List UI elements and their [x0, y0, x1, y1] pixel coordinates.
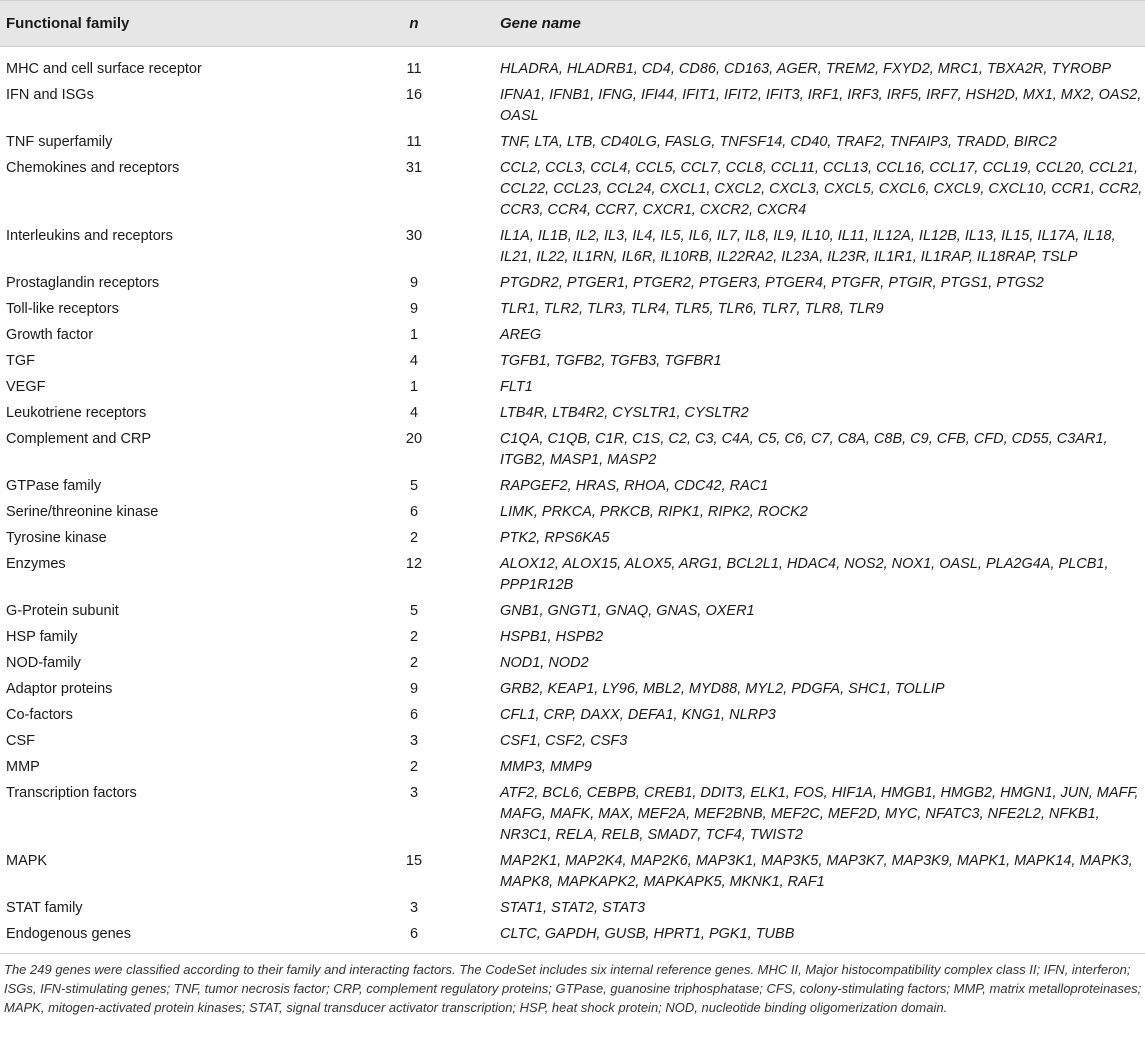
gene-names-cell: GNB1, GNGT1, GNAQ, GNAS, OXER1 — [500, 603, 755, 619]
count-cell: 5 — [409, 603, 419, 619]
table-row — [0, 82, 1145, 129]
gene-names-cell: NOD1, NOD2 — [500, 655, 589, 671]
gene-names-cell: PTGDR2, PTGER1, PTGER2, PTGER3, PTGER4, PTGFR, PTGIR, PTGS1, PTGS2 — [500, 275, 1044, 291]
count-cell: 11 — [406, 134, 422, 150]
count-cell: 2 — [409, 629, 419, 645]
gene-names-cell: LTB4R, LTB4R2, CYSLTR1, CYSLTR2 — [500, 405, 749, 421]
table-body — [0, 47, 1145, 954]
count-cell: 9 — [409, 275, 419, 291]
table-row — [0, 702, 1145, 728]
family-cell: VEGF — [6, 379, 46, 395]
family-cell: Adaptor proteins — [6, 681, 113, 697]
gene-names-cell: GRB2, KEAP1, LY96, MBL2, MYD88, MYL2, PDGFA, SHC1, TOLLIP — [500, 681, 945, 697]
family-cell: MAPK — [6, 853, 48, 869]
count-cell: 5 — [409, 478, 419, 494]
table-row — [0, 780, 1145, 848]
gene-names-cell: ALOX12, ALOX15, ALOX5, ARG1, BCL2L1, HDAC4, NOS2, NOX1, OASL, PLA2G4A, PLCB1, PPP1R12B — [500, 556, 1109, 593]
gene-names-cell: IL1A, IL1B, IL2, IL3, IL4, IL5, IL6, IL7, IL8, IL9, IL10, IL11, IL12A, IL12B, IL13, IL15, IL17A, IL18, IL21, IL22, IL1RN, IL6R, IL10RB, IL22RA2, IL23A, IL23R, IL1R1, IL1RAP, IL18RAP, TSLP — [500, 228, 1116, 265]
gene-names-cell: RAPGEF2, HRAS, RHOA, CDC42, RAC1 — [500, 478, 769, 494]
family-cell: Growth factor — [6, 327, 94, 343]
count-cell: 2 — [409, 759, 419, 775]
table-row — [0, 598, 1145, 624]
table-row — [0, 728, 1145, 754]
family-cell: Tyrosine kinase — [6, 530, 107, 546]
table-footnote: The 249 genes were classified according to their family and interacting factors. The CodeSet includes six internal reference genes. MHC II, Major histocompatibility complex class II; IFN, interferon; ISGs, IFN-stimulating genes; TNF, tumor necrosis factor; CRP, complement regulatory proteins; GTPase, guanosine triphosphatase; CFS, colony-stimulating factors; MMP, matrix metalloproteinases; MAPK, mitogen-activated protein kinases; STAT, signal transducer activator transcription; HSP, heat shock protein; NOD, nucleotide binding oligomerization domain. — [4, 962, 1142, 1015]
gene-names-cell: C1QA, C1QB, C1R, C1S, C2, C3, C4A, C5, C6, C7, C8A, C8B, C9, CFB, CFD, CD55, C3AR1, ITGB2, MASP1, MASP2 — [500, 431, 1108, 468]
family-cell: G-Protein subunit — [6, 603, 119, 619]
count-cell: 20 — [405, 431, 423, 447]
header-gene-name: Gene name — [500, 1, 1145, 47]
count-cell: 9 — [409, 681, 419, 697]
gene-names-cell: TLR1, TLR2, TLR3, TLR4, TLR5, TLR6, TLR7, TLR8, TLR9 — [500, 301, 884, 317]
gene-names-cell: MMP3, MMP9 — [500, 759, 592, 775]
family-cell: Interleukins and receptors — [6, 228, 173, 244]
family-cell: Enzymes — [6, 556, 66, 572]
count-cell: 31 — [405, 160, 423, 176]
gene-names-cell: MAP2K1, MAP2K4, MAP2K6, MAP3K1, MAP3K5, MAP3K7, MAP3K9, MAPK1, MAPK14, MAPK3, MAPK8, MAPKAPK2, MAPKAPK5, MKNK1, RAF1 — [500, 853, 1133, 890]
family-cell: TNF superfamily — [6, 134, 113, 150]
family-cell: TGF — [6, 353, 35, 369]
count-cell: 12 — [405, 556, 423, 572]
count-cell: 15 — [405, 853, 423, 869]
count-cell: 3 — [409, 900, 419, 916]
table-row — [0, 296, 1145, 322]
family-cell: Chemokines and receptors — [6, 160, 180, 176]
table-row — [0, 400, 1145, 426]
gene-names-cell: TNF, LTA, LTB, CD40LG, FASLG, TNFSF14, CD40, TRAF2, TNFAIP3, TRADD, BIRC2 — [500, 134, 1057, 150]
table-row — [0, 895, 1145, 921]
table-row — [0, 650, 1145, 676]
gene-names-cell: AREG — [500, 327, 542, 343]
family-cell: IFN and ISGs — [6, 87, 94, 103]
count-cell: 6 — [318, 921, 500, 954]
table-row — [0, 374, 1145, 400]
table-row — [0, 499, 1145, 525]
count-cell: 16 — [405, 87, 423, 103]
count-cell: 6 — [409, 707, 419, 723]
table-row — [0, 155, 1145, 223]
count-cell: 1 — [409, 379, 419, 395]
count-cell: 9 — [409, 301, 419, 317]
family-cell: Endogenous genes — [0, 921, 318, 954]
count-cell: 11 — [406, 61, 422, 77]
family-cell: Leukotriene receptors — [6, 405, 147, 421]
table-row — [0, 551, 1145, 598]
family-cell: Complement and CRP — [6, 431, 152, 447]
table-row — [0, 270, 1145, 296]
gene-names-cell: LIMK, PRKCA, PRKCB, RIPK1, RIPK2, ROCK2 — [500, 504, 808, 520]
family-cell: Serine/threonine kinase — [6, 504, 159, 520]
family-cell: STAT family — [6, 900, 83, 916]
table-header — [0, 1, 1145, 47]
table-row — [0, 223, 1145, 270]
table-row — [0, 848, 1145, 895]
family-cell: HSP family — [6, 629, 78, 645]
gene-names-cell: TGFB1, TGFB2, TGFB3, TGFBR1 — [500, 353, 722, 369]
family-cell: MMP — [6, 759, 40, 775]
table-row — [0, 348, 1145, 374]
family-cell: CSF — [6, 733, 35, 749]
gene-names-cell: CLTC, GAPDH, GUSB, HPRT1, PGK1, TUBB — [500, 921, 1145, 954]
family-cell: MHC and cell surface receptor — [6, 61, 202, 77]
count-cell: 3 — [409, 733, 419, 749]
family-cell: Transcription factors — [6, 785, 137, 801]
family-cell: Prostaglandin receptors — [6, 275, 160, 291]
count-cell: 4 — [409, 353, 419, 369]
gene-names-cell: CCL2, CCL3, CCL4, CCL5, CCL7, CCL8, CCL11, CCL13, CCL16, CCL17, CCL19, CCL20, CCL21, CCL22, CCL23, CCL24, CXCL1, CXCL2, CXCL3, CXCL5, CXCL6, CXCL9, CXCL10, CCR1, CCR2, CCR3, CCR4, CCR7, CXCR1, CXCR2, CXCR4 — [500, 160, 1143, 218]
table-row — [0, 426, 1145, 473]
gene-names-cell: ATF2, BCL6, CEBPB, CREB1, DDIT3, ELK1, FOS, HIF1A, HMGB1, HMGB2, HMGN1, JUN, MAFF, MAFG, MAFK, MAX, MEF2A, MEF2BNB, MEF2C, MEF2D, MYC, NFATC3, NFE2L2, NFKB1, NR3C1, RELA, RELB, SMAD7, TCF4, TWIST2 — [500, 785, 1139, 843]
gene-names-cell: PTK2, RPS6KA5 — [500, 530, 610, 546]
table-row — [0, 525, 1145, 551]
gene-names-cell: HSPB1, HSPB2 — [500, 629, 604, 645]
gene-names-cell: IFNA1, IFNB1, IFNG, IFI44, IFIT1, IFIT2, IFIT3, IRF1, IRF3, IRF5, IRF7, HSH2D, MX1, MX2, OAS2, OASL — [500, 87, 1142, 124]
family-cell: NOD-family — [6, 655, 81, 671]
family-cell: GTPase family — [6, 478, 102, 494]
table-row — [0, 129, 1145, 155]
gene-names-cell: HLADRA, HLADRB1, CD4, CD86, CD163, AGER, TREM2, FXYD2, MRC1, TBXA2R, TYROBP — [500, 61, 1112, 77]
gene-names-cell: FLT1 — [500, 379, 533, 395]
family-cell: Toll-like receptors — [6, 301, 119, 317]
family-cell: Co-factors — [6, 707, 73, 723]
header-row — [0, 1, 1145, 47]
table-row — [0, 322, 1145, 348]
table-row — [0, 624, 1145, 650]
table-row — [0, 47, 1145, 83]
count-cell: 30 — [405, 228, 423, 244]
count-cell: 6 — [409, 504, 419, 520]
table-row — [0, 473, 1145, 499]
count-cell: 2 — [409, 655, 419, 671]
count-cell: 1 — [409, 327, 419, 343]
count-cell: 3 — [409, 785, 419, 801]
gene-names-cell: CFL1, CRP, DAXX, DEFA1, KNG1, NLRP3 — [500, 707, 776, 723]
header-n: n — [318, 1, 500, 47]
count-cell: 4 — [409, 405, 419, 421]
gene-names-cell: CSF1, CSF2, CSF3 — [500, 733, 628, 749]
header-functional-family: Functional family — [0, 1, 318, 47]
table-row — [0, 676, 1145, 702]
table-row — [0, 921, 1145, 954]
count-cell: 2 — [409, 530, 419, 546]
table-row — [0, 754, 1145, 780]
gene-names-cell: STAT1, STAT2, STAT3 — [500, 900, 646, 916]
